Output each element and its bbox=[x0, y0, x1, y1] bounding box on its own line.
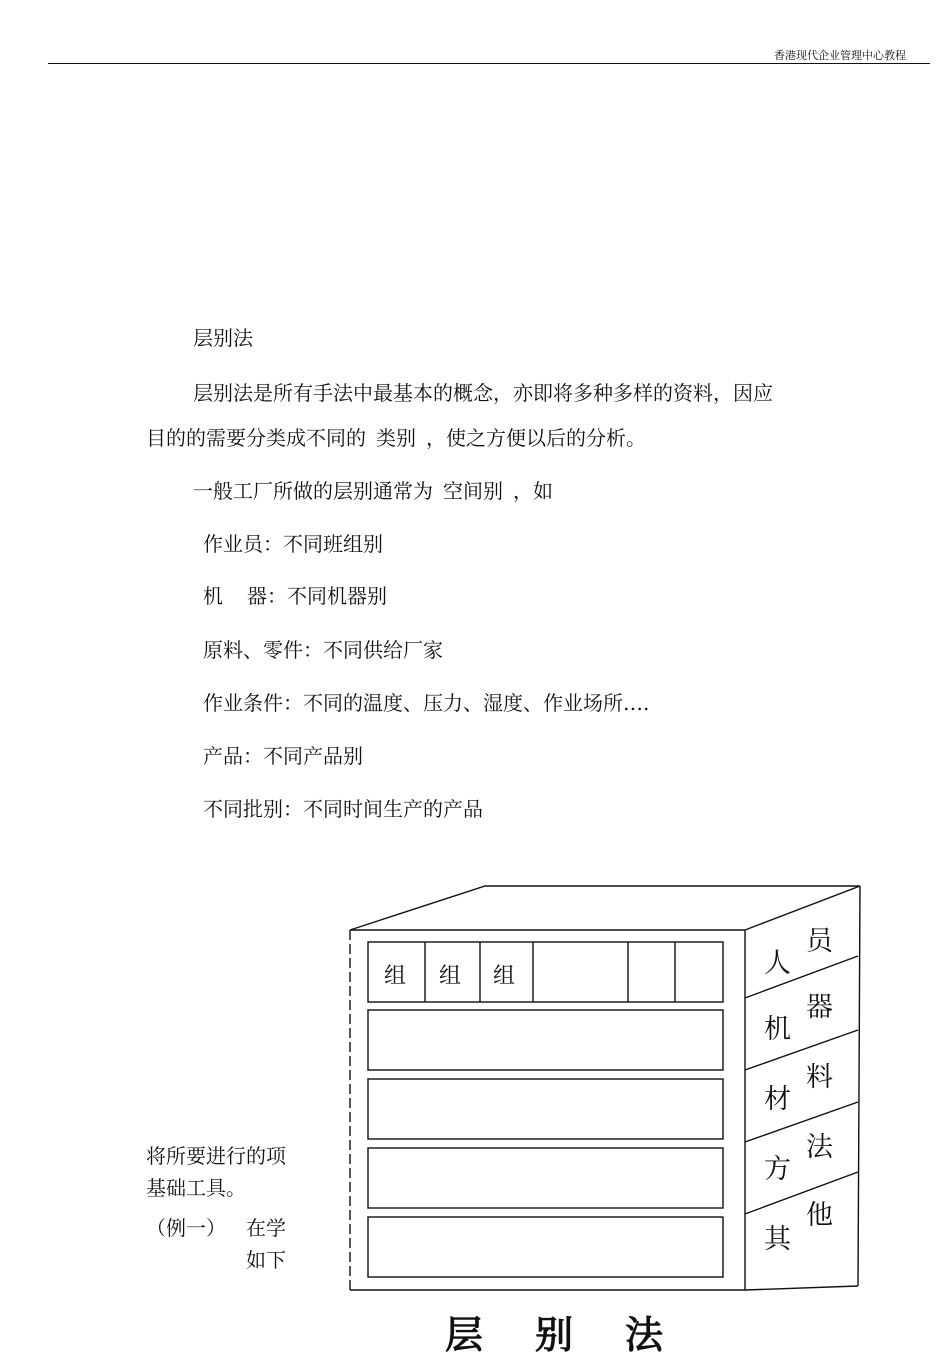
list-item: 不同批别：不同时间生产的产品 bbox=[203, 797, 483, 821]
figure-title-char: 别 bbox=[535, 1312, 574, 1357]
obscured-line-1: 将所要进行的项 bbox=[146, 1144, 286, 1168]
side-label-1a: 人 bbox=[764, 948, 791, 979]
cell-label: 组 bbox=[493, 964, 516, 989]
side-label-2b: 器 bbox=[806, 992, 833, 1023]
intro-a: 一般工厂所做的层别通常为 bbox=[193, 479, 433, 503]
example-text-1: 在学 bbox=[246, 1216, 286, 1240]
side-label-5b: 他 bbox=[806, 1200, 833, 1231]
intro-c: ，如 bbox=[513, 479, 553, 503]
side-label-2a: 机 bbox=[764, 1014, 791, 1045]
header-rule bbox=[48, 63, 930, 64]
side-label-3b: 料 bbox=[806, 1062, 833, 1093]
side-label-1b: 员 bbox=[806, 926, 833, 957]
list-item: 原料、零件：不同供给厂家 bbox=[203, 638, 443, 662]
cell-label: 组 bbox=[384, 964, 407, 989]
list-item: 作业员：不同班组别 bbox=[203, 532, 383, 556]
section-title: 层别法 bbox=[193, 326, 253, 350]
intro-b: 空间别 bbox=[443, 479, 503, 503]
figure-title-char: 法 bbox=[625, 1312, 664, 1357]
side-label-4b: 法 bbox=[806, 1132, 833, 1163]
list-item: 产品：不同产品别 bbox=[203, 744, 363, 768]
paragraph-line-2-a: 目的的需要分类成不同的 bbox=[146, 426, 366, 450]
paragraph-line-2 bbox=[146, 428, 646, 448]
figure-title bbox=[445, 1304, 715, 1359]
example-text-2: 如下 bbox=[246, 1248, 286, 1272]
list-item bbox=[203, 586, 387, 606]
obscured-line-2: 基础工具。 bbox=[146, 1176, 246, 1200]
intro-line bbox=[193, 481, 553, 501]
stratification-diagram bbox=[290, 880, 910, 1344]
side-label-4a: 方 bbox=[764, 1154, 791, 1185]
example-label: （例一） bbox=[146, 1216, 226, 1240]
list-item: 作业条件：不同的温度、压力、湿度、作业场所…. bbox=[203, 691, 650, 715]
paragraph-line-1: 层别法是所有手法中最基本的概念，亦即将多种多样的资料，因应 bbox=[193, 381, 773, 405]
figure-title-char: 层 bbox=[445, 1312, 484, 1357]
paragraph-line-2-b: 类别 bbox=[376, 426, 416, 450]
paragraph-line-2-c: ，使之方便以后的分析。 bbox=[426, 426, 646, 450]
side-label-5a: 其 bbox=[764, 1224, 791, 1255]
page-header: 香港现代企业管理中心教程 bbox=[774, 49, 906, 62]
cell-label: 组 bbox=[439, 964, 462, 989]
side-label-3a: 材 bbox=[764, 1084, 791, 1115]
list-item-2-a: 机 bbox=[203, 584, 223, 608]
list-item-2-b: 器：不同机器别 bbox=[247, 584, 387, 608]
